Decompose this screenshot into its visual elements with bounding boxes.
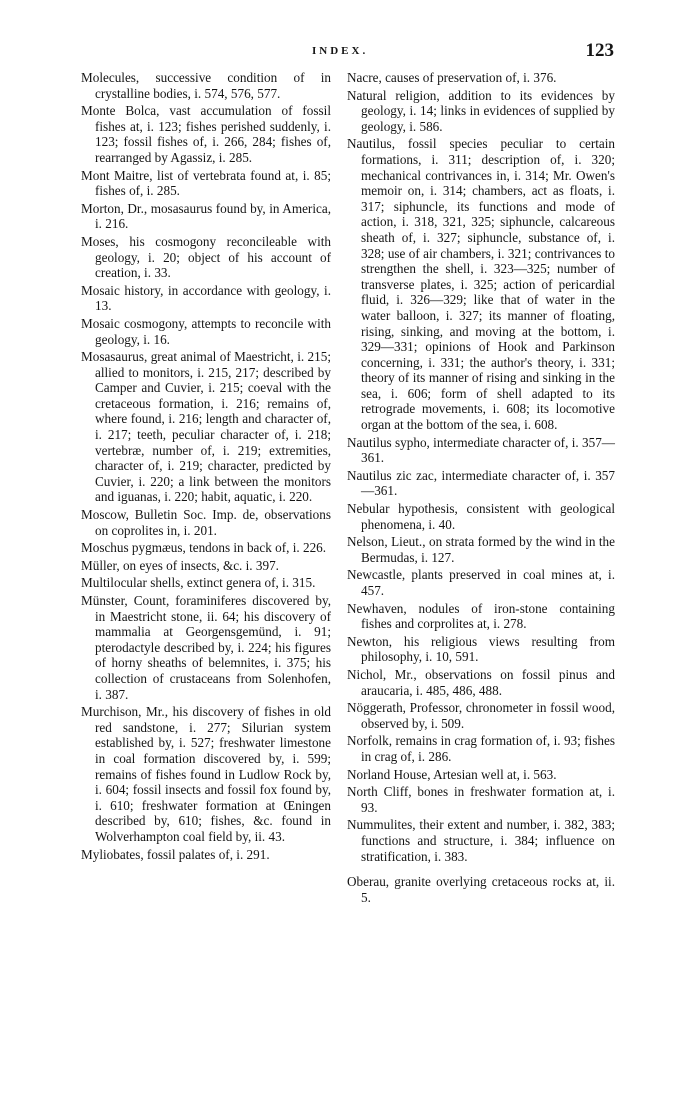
index-entry: Newton, his religious views resulting from philosophy, i. 10, 591. <box>347 633 615 665</box>
index-entry: North Cliff, bones in freshwater formation at, i. 93. <box>347 784 615 815</box>
index-entry: Nautilus, fossil species peculiar to certain formations, i. 311; description of, i. 320; mechanical contrivances in, i. 314; Mr. Owen's memoir on, i. 314; chambers, act as floats, i. 317; siphuncle, its functions and mode of action, i. 318, 321, 325; siphuncle, calcareous sheath of, i. 327; siphuncle, substance of, i. 328; use of air chambers, i. 321; contrivances to strengthen the shell, i. 323—325; number of transverse plates, i. 325; action of pericardial fluid, i. 326—329; like that of water in the water balloon, i. 327; its manner of floating, rising, sinking, and moving at the bottom, i. 329—331; opinions of Hook and Parkinson concerning, i. 331; the author's theory, i. 331; theory of its manner of rising and sinking in the sea, i. 606; form of shell adapted to its retrograde movements, i. 608; its locomotive organ at the bottom of the sea, i. 608. <box>347 136 615 433</box>
index-entry: Nacre, causes of preservation of, i. 376. <box>347 70 557 85</box>
index-entry: Oberau, granite overlying cretaceous rocks at, ii. 5. <box>347 874 615 905</box>
index-entry: Mosaic history, in accordance with geology, i. 13. <box>81 282 331 314</box>
index-entry: Norfolk, remains in crag formation of, i. 93; fishes in crag of, i. 286. <box>347 733 615 764</box>
index-entry: Nebular hypothesis, consistent with geological phenomena, i. 40. <box>347 501 615 532</box>
index-entry: Murchison, Mr., his discovery of fishes in old red sandstone, i. 277; Silurian system established by, i. 527; freshwater limestone in coal formation discovered by, i. 599; remains of fishes found in Ludlow Rock by, i. 604; fossil insects and fossil fox found by, i. 610; freshwater formation at Œningen described by, 610; fishes, &c. found in Wolverhampton coal field by, ii. 43. <box>81 704 331 844</box>
index-entry: Newcastle, plants preserved in coal mines at, i. 457. <box>347 567 615 598</box>
index-entry: Morton, Dr., mosasaurus found by, in America, i. 216. <box>81 200 331 232</box>
index-entry: Moschus pygmæus, tendons in back of, i. 226. <box>81 540 327 556</box>
index-entry: Münster, Count, foraminiferes discovered by, in Maestricht stone, ii. 64; his discovery of mammalia at Georgensgemünd, i. 91; pterodactyle described by, i. 224; his figures of horny sheaths of belemnites, i. 375; his collection of crustaceans from Solenhofen, i. 387. <box>81 593 331 702</box>
index-entry: Müller, on eyes of insects, &c. i. 397. <box>81 557 279 573</box>
index-entry: Moses, his cosmogony reconcileable with geology, i. 20; object of his account of creation, i. 33. <box>81 233 331 281</box>
running-head <box>0 40 685 64</box>
index-entry: Molecules, successive condition of in crystalline bodies, i. 574, 576, 577. <box>81 70 331 101</box>
index-column-right <box>347 70 615 907</box>
index-entry: Nelson, Lieut., on strata formed by the wind in the Bermudas, i. 127. <box>347 534 615 565</box>
running-title: INDEX. <box>312 45 369 57</box>
index-entry: Newhaven, nodules of iron-stone containing fishes and corprolites at, i. 278. <box>347 600 615 632</box>
page-number: 123 <box>585 40 614 61</box>
index-entry: Nautilus sypho, intermediate character of, i. 357—361. <box>347 434 615 466</box>
index-column-left <box>81 70 331 864</box>
index-entry: Norland House, Artesian well at, i. 563. <box>347 766 557 782</box>
index-entry: Multilocular shells, extinct genera of, i. 315. <box>81 575 316 591</box>
index-entry: Nichol, Mr., observations on fossil pinus and araucaria, i. 485, 486, 488. <box>347 666 615 698</box>
index-entry: Myliobates, fossil palates of, i. 291. <box>81 846 270 862</box>
index-entry: Mosasaurus, great animal of Maestricht, i. 215; allied to monitors, i. 215, 217; described by Camper and Cuvier, i. 215; coeval with the cretaceous formation, i. 216; remains of, where found, i. 216; length and character of, i. 217; teeth, peculiar character of, i. 218; vertebræ, number of, i. 219; extremities, character of, i. 219; character, predicted by Cuvier, i. 220; a link between the monitors and iguanas, i. 220; habit, aquatic, i. 220. <box>81 349 331 505</box>
index-entry: Mosaic cosmogony, attempts to reconcile with geology, i. 16. <box>81 315 331 347</box>
index-entry: Natural religion, addition to its evidences by geology, i. 14; links in evidences of supplied by geology, i. 586. <box>347 87 615 134</box>
index-entry: Nöggerath, Professor, chronometer in fossil wood, observed by, i. 509. <box>347 700 615 731</box>
index-entry: Moscow, Bulletin Soc. Imp. de, observations on coprolites in, i. 201. <box>81 507 331 538</box>
index-entry: Nautilus zic zac, intermediate character of, i. 357—361. <box>347 467 615 499</box>
index-entry: Monte Bolca, vast accumulation of fossil fishes at, i. 123; fishes perished suddenly, i. 123; fossil fishes of, i. 266, 284; fishes of, rearranged by Agassiz, i. 285. <box>81 103 331 165</box>
index-entry: Nummulites, their extent and number, i. 382, 383; functions and structure, i. 384; influence on stratification, i. 383. <box>347 817 615 864</box>
index-entry: Mont Maitre, list of vertebrata found at, i. 85; fishes of, i. 285. <box>81 167 331 199</box>
